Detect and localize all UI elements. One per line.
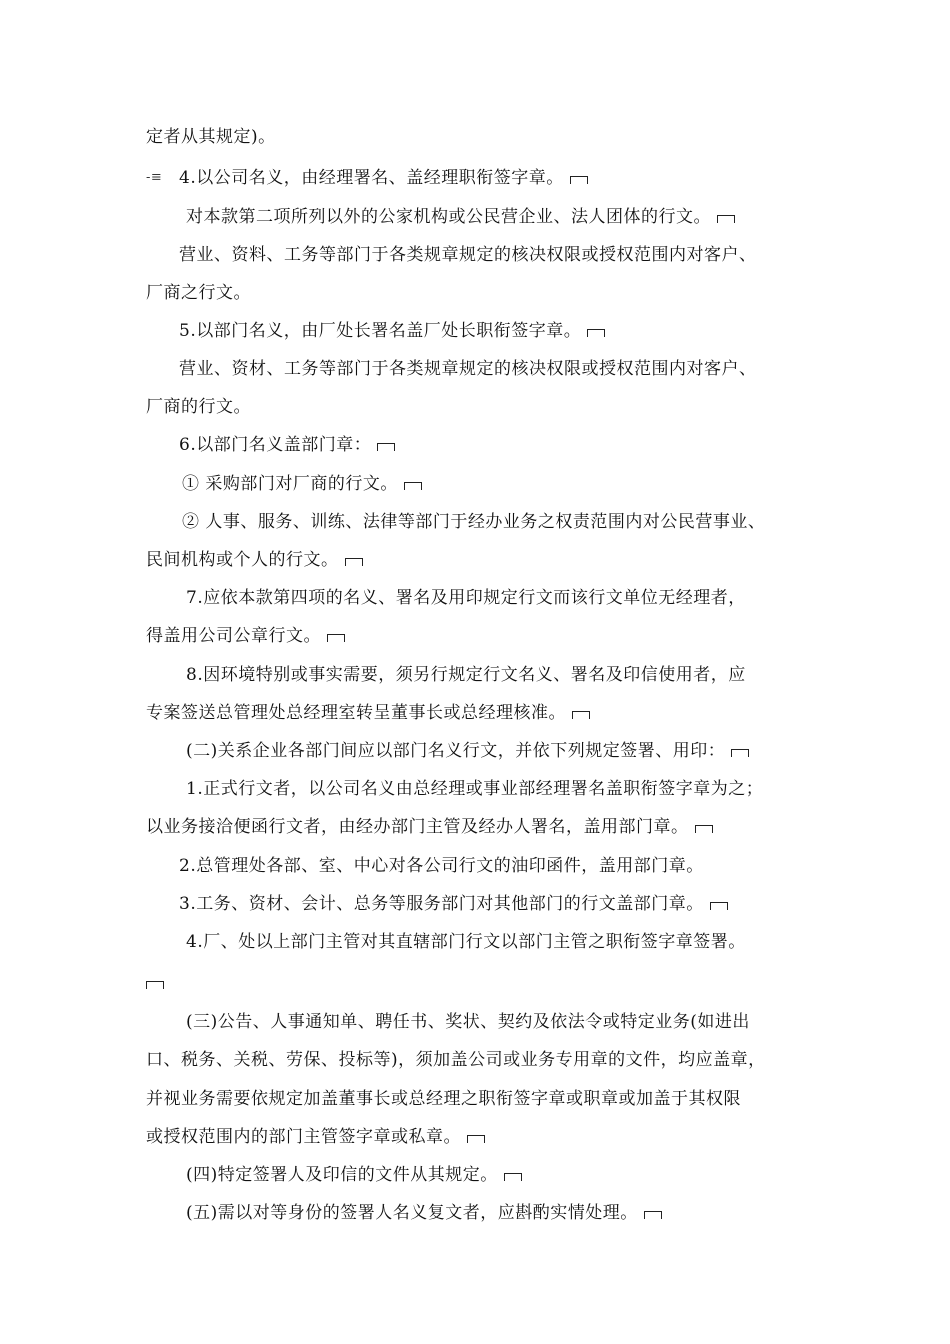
text-line: 营业、资材、工务等部门于各类规章规定的核决权限或授权范围内对客户、 bbox=[179, 359, 757, 379]
paragraph-mark-icon bbox=[467, 1135, 485, 1143]
text-line: 以业务接洽便函行文者，由经办部门主管及经办人署名，盖用部门章。 bbox=[146, 816, 713, 838]
text-line: (五)需以对等身份的签署人名义复文者，应斟酌实情处理。 bbox=[186, 1202, 662, 1224]
text-line: ② 人事、服务、训练、法律等部门于经办业务之权责范围内对公民营事业、 bbox=[182, 512, 766, 532]
text-line: 7.应依本款第四项的名义、署名及用印规定行文而该行文单位无经理者， bbox=[186, 588, 746, 608]
text-line: 得盖用公司公章行文。 bbox=[146, 625, 345, 647]
text-line: (二)关系企业各部门间应以部门名义行文，并依下列规定签署、用印： bbox=[186, 740, 749, 762]
text-line: 4.以公司名义，由经理署名、盖经理职衔签字章。 bbox=[179, 167, 588, 189]
paragraph-mark-icon bbox=[731, 749, 749, 757]
text-line: ① 采购部门对厂商的行文。 bbox=[182, 473, 422, 495]
paragraph-mark-icon bbox=[717, 215, 735, 223]
text-line: 厂商的行文。 bbox=[146, 397, 251, 417]
paragraph-mark-icon bbox=[345, 558, 363, 566]
text-line: 8.因环境特别或事实需要，须另行规定行文名义、署名及印信使用者，应 bbox=[186, 665, 746, 685]
text-line: 专案签送总管理处总经理室转呈董事长或总经理核准。 bbox=[146, 702, 590, 724]
paragraph-mark-icon bbox=[695, 825, 713, 833]
text-line: 3.工务、资材、会计、总务等服务部门对其他部门的行文盖部门章。 bbox=[179, 893, 728, 915]
paragraph-mark-icon bbox=[327, 634, 345, 642]
text-line: 定者从其规定)。 bbox=[146, 127, 276, 147]
paragraph-mark-icon bbox=[587, 329, 605, 337]
paragraph-mark-icon bbox=[377, 443, 395, 451]
text-line: 并视业务需要依规定加盖董事长或总经理之职衔签字章或职章或加盖于其权限 bbox=[146, 1089, 741, 1109]
text-line: (三)公告、人事通知单、聘任书、奖状、契约及依法令或特定业务(如进出 bbox=[186, 1012, 750, 1032]
text-line: 厂商之行文。 bbox=[146, 283, 251, 303]
paragraph-mark-icon bbox=[710, 902, 728, 910]
text-line: 营业、资料、工务等部门于各类规章规定的核决权限或授权范围内对客户、 bbox=[179, 245, 757, 265]
text-line bbox=[140, 972, 164, 994]
text-line: 1.正式行文者，以公司名义由总经理或事业部经理署名盖职衔签字章为之； bbox=[186, 779, 764, 799]
text-line: (四)特定签署人及印信的文件从其规定。 bbox=[186, 1164, 522, 1186]
text-line: 民间机构或个人的行文。 bbox=[146, 549, 363, 571]
text-line: 口、税务、关税、劳保、投标等)，须加盖公司或业务专用章的文件，均应盖章， bbox=[146, 1050, 766, 1070]
paragraph-mark-icon bbox=[570, 176, 588, 184]
text-line: 5.以部门名义，由厂处长署名盖厂处长职衔签字章。 bbox=[179, 320, 605, 342]
text-line: 4.厂、处以上部门主管对其直辖部门行文以部门主管之职衔签字章签署。 bbox=[186, 932, 746, 952]
paragraph-mark-icon bbox=[644, 1211, 662, 1219]
stray-mark: -≡ bbox=[146, 170, 163, 185]
paragraph-mark-icon bbox=[146, 981, 164, 989]
text-line: 6.以部门名义盖部门章： bbox=[179, 434, 395, 456]
paragraph-mark-icon bbox=[504, 1173, 522, 1181]
paragraph-mark-icon bbox=[572, 711, 590, 719]
text-line: 对本款第二项所列以外的公家机构或公民营企业、法人团体的行文。 bbox=[186, 206, 735, 228]
text-line: 2.总管理处各部、室、中心对各公司行文的油印函件，盖用部门章。 bbox=[179, 856, 704, 876]
text-line: 或授权范围内的部门主管签字章或私章。 bbox=[146, 1126, 485, 1148]
paragraph-mark-icon bbox=[404, 482, 422, 490]
